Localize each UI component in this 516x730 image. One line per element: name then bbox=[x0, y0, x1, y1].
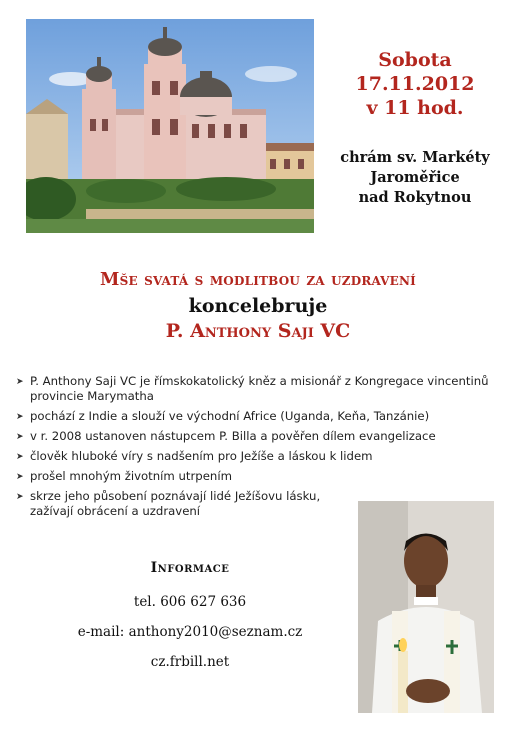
info-email: e-mail: anthony2010@seznam.cz bbox=[77, 624, 303, 640]
heading-celebrant: P. Anthony Saji VC bbox=[165, 320, 351, 342]
contact-info bbox=[40, 560, 340, 682]
info-web: cz.frbill.net bbox=[150, 654, 230, 670]
event-day: Sobota bbox=[378, 49, 452, 71]
event-time: v 11 hod. bbox=[366, 97, 464, 119]
event-info bbox=[322, 48, 508, 120]
arrow-bullet-icon: ➤ bbox=[16, 412, 24, 422]
main-heading bbox=[0, 268, 516, 344]
arrow-bullet-icon: ➤ bbox=[16, 472, 24, 482]
list-item: ➤ skrze jeho působení poznávají lidé Ježíšovu lásku, zažívají obrácení a uzdravení bbox=[16, 489, 321, 518]
arrow-bullet-icon: ➤ bbox=[16, 432, 24, 442]
venue-info bbox=[322, 148, 508, 208]
venue-line-3: nad Rokytnou bbox=[358, 189, 472, 206]
priest-photo bbox=[358, 501, 494, 713]
list-item: ➤ P. Anthony Saji VC je římskokatolický kněz a misionář z Kongregace vincentinů provincie Marymatha bbox=[16, 374, 489, 403]
list-item: ➤ člověk hluboké víry s nadšením pro Ježíše a láskou k lidem bbox=[16, 449, 373, 463]
church-photo bbox=[26, 19, 314, 233]
list-item: ➤ v r. 2008 ustanoven nástupcem P. Billa a pověřen dílem evangelizace bbox=[16, 429, 436, 443]
list-item: ➤ prošel mnohým životním utrpením bbox=[16, 469, 232, 483]
priest-illustration bbox=[358, 501, 494, 713]
arrow-bullet-icon: ➤ bbox=[16, 452, 24, 462]
heading-subtitle: koncelebruje bbox=[188, 295, 328, 317]
church-illustration bbox=[26, 19, 314, 233]
event-date: 17.11.2012 bbox=[355, 73, 475, 95]
heading-title: Mše svatá s modlitbou za uzdravení bbox=[100, 270, 416, 290]
venue-line-2: Jaroměřice bbox=[370, 169, 460, 186]
arrow-bullet-icon: ➤ bbox=[16, 377, 24, 387]
info-phone: tel. 606 627 636 bbox=[133, 594, 247, 610]
info-title: Informace bbox=[150, 560, 230, 576]
arrow-bullet-icon: ➤ bbox=[16, 492, 24, 502]
venue-line-1: chrám sv. Markéty bbox=[340, 149, 490, 166]
list-item: ➤ pochází z Indie a slouží ve východní Africe (Uganda, Keňa, Tanzánie) bbox=[16, 409, 430, 423]
